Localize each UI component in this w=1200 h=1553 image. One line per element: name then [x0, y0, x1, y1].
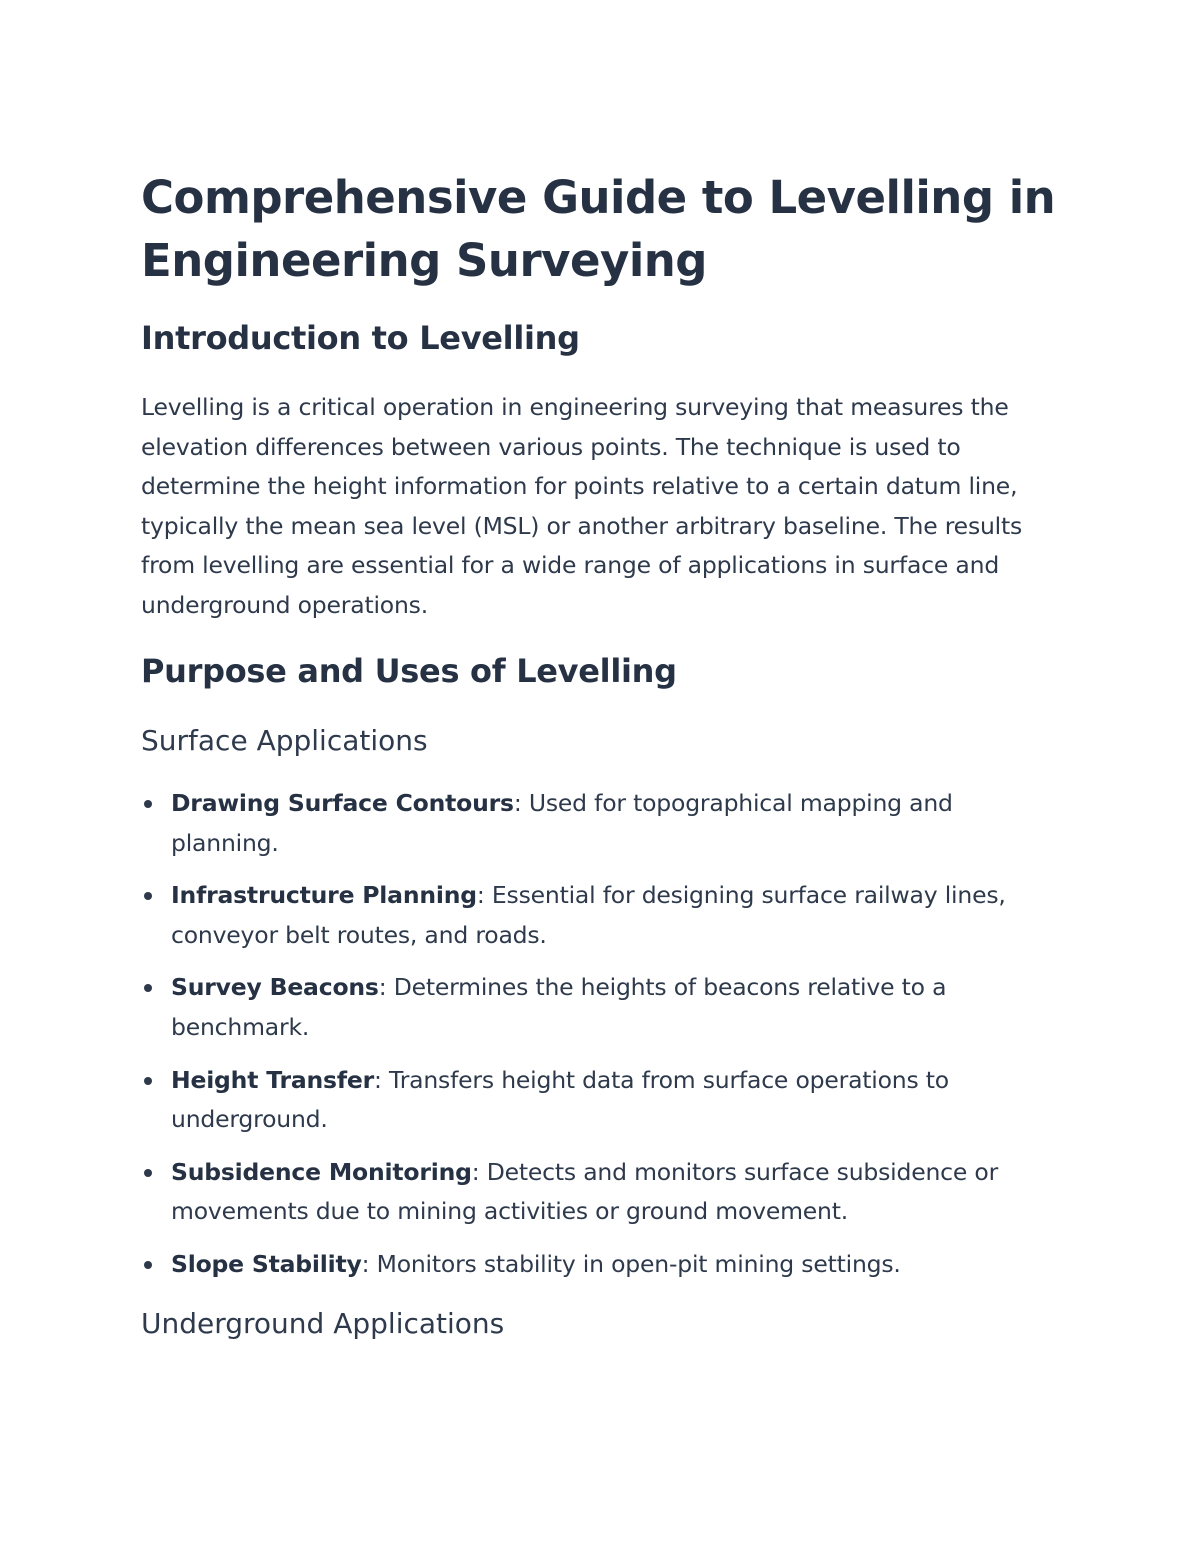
- bullet-icon: [144, 1261, 152, 1269]
- bullet-icon: [144, 892, 152, 900]
- list-item: [141, 968, 1041, 1047]
- list-item-text: : Detects and monitors surface subsidence or movements due to mining activities or ground movement.: [171, 1157, 999, 1226]
- subsection-heading-surface-applications: Surface Applications: [141, 724, 428, 757]
- section-heading-introduction: Introduction to Levelling: [141, 319, 580, 357]
- list-item-term: Slope Stability: [171, 1249, 362, 1278]
- list-item: [141, 1245, 1041, 1285]
- list-item-text: : Transfers height data from surface operations to underground.: [171, 1065, 949, 1134]
- list-item-term: Height Transfer: [171, 1065, 374, 1094]
- list-item-text: : Monitors stability in open-pit mining settings.: [361, 1249, 901, 1278]
- list-item-term: Drawing Surface Contours: [171, 789, 514, 817]
- introduction-paragraph: Levelling is a critical operation in engineering surveying that measures the elevation differences between various points. The technique is used to determine the height information for points relative to a certain datum line, typically the mean sea level (MSL) or another arbitrary baseline. The results from levelling are essential for a wide range of applications in surface and underground operations.: [141, 393, 1023, 619]
- bullet-icon: [144, 1077, 152, 1085]
- list-item: [141, 1061, 1041, 1140]
- list-item-term: Survey Beacons: [171, 973, 379, 1002]
- list-item: [141, 876, 1041, 955]
- list-item-term: Infrastructure Planning: [171, 881, 477, 910]
- list-item: [141, 784, 1041, 863]
- bullet-icon: [144, 984, 152, 992]
- document-title: Comprehensive Guide to Levelling in Engineering Surveying: [141, 171, 1056, 287]
- list-item-text: : Used for topographical mapping and planning.: [171, 789, 953, 857]
- list-item: [141, 1153, 1041, 1232]
- bullet-icon: [144, 800, 152, 808]
- list-item-term: Subsidence Monitoring: [171, 1157, 472, 1186]
- list-item-text: : Determines the heights of beacons relative to a benchmark.: [171, 973, 947, 1041]
- list-item-text: : Essential for designing surface railway lines, conveyor belt routes, and roads.: [171, 881, 1006, 949]
- bullet-icon: [144, 1169, 152, 1177]
- subsection-heading-underground-applications: Underground Applications: [141, 1307, 505, 1340]
- surface-applications-list: [141, 784, 1041, 1298]
- section-heading-purpose-and-uses: Purpose and Uses of Levelling: [141, 652, 677, 690]
